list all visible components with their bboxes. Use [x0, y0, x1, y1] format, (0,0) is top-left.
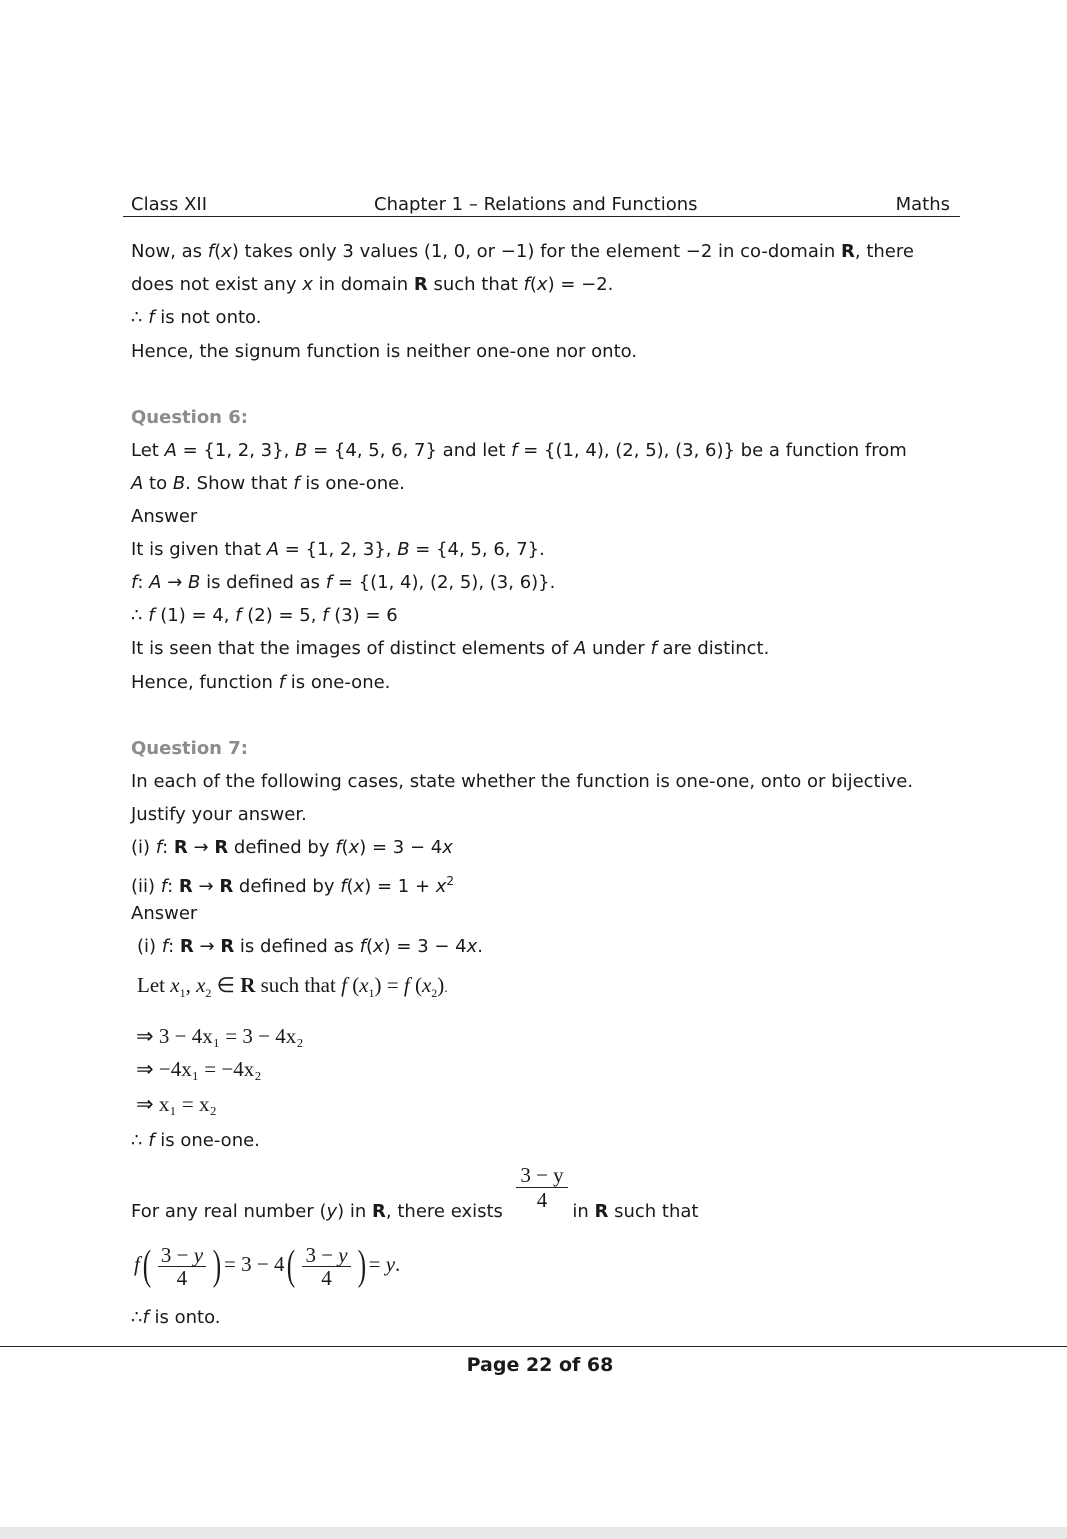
header-class: Class XII	[131, 194, 208, 215]
footer-divider	[0, 1346, 1067, 1347]
page-number: Page 22 of 68	[466, 1354, 614, 1376]
q7-part-i: (i) f: R → R defined by f(x) = 3 − 4x	[131, 837, 453, 858]
question-6-title: Question 6:	[131, 407, 248, 428]
intro-line-1: Now, as f(x) takes only 3 values (1, 0, or −1) for the element −2 in co-domain R, there	[131, 241, 914, 262]
math-let-statement: Let $x_1$, $x_2$ ∈ R such that f $(x_1) = f$ $(x_2)$.	[137, 973, 448, 1000]
q7-solution-i: (i) f: R → R is defined as f(x) = 3 − 4x.	[137, 936, 484, 957]
math-fraction-preimage: 3 − y 4	[516, 1163, 568, 1212]
question-7-title: Question 7:	[131, 738, 248, 759]
page-header	[123, 194, 960, 217]
q7-answer-label: Answer	[131, 903, 198, 924]
q6-answer-line-1: It is given that A = {1, 2, 3}, B = {4, 5, 6, 7}.	[131, 539, 545, 560]
q7-oneone-conclusion: ∴ f is one-one.	[131, 1130, 260, 1151]
q6-answer-line-4: It is seen that the images of distinct elements of A under f are distinct.	[131, 638, 770, 659]
header-subject: Maths	[895, 194, 950, 215]
q6-line-2: A to B. Show that f is one-one.	[131, 473, 405, 494]
page-bottom-band	[0, 1527, 1067, 1539]
intro-line-3: ∴ f is not onto.	[131, 307, 262, 328]
q7-part-ii: (ii) f: R → R defined by $f(x) = 1 + x^2$	[131, 874, 455, 897]
q6-line-1: Let A = {1, 2, 3}, B = {4, 5, 6, 7} and let f = {(1, 4), (2, 5), (3, 6)} be a function from	[131, 440, 907, 461]
q6-answer-line-5: Hence, function f is one-one.	[131, 672, 391, 693]
q6-answer-line-3: ∴ f (1) = 4, f (2) = 5, f (3) = 6	[131, 605, 398, 626]
math-equation-1: ⇒ 3 − 4x₁ = 3 − 4x₂	[136, 1024, 304, 1048]
intro-line-4: Hence, the signum function is neither one-one nor onto.	[131, 341, 638, 362]
q7-onto-line: For any real number (y) in R, there exists in R such that	[131, 1201, 699, 1222]
intro-line-2: does not exist any x in domain R such that f(x) = −2.	[131, 274, 614, 295]
q7-line-1: In each of the following cases, state whether the function is one-one, onto or bijective.	[131, 771, 914, 792]
q6-answer-label: Answer	[131, 506, 198, 527]
math-equation-2: ⇒ −4x₁ = −4x₂	[136, 1057, 262, 1081]
q7-line-2: Justify your answer.	[131, 804, 307, 825]
math-equation-3: ⇒ x₁ = x₂	[136, 1092, 217, 1116]
math-onto-verification: f( $\frac{3 - y}{4}$ ) = 3 − 4( $\frac{3 - y}{4}$ ) = y.	[134, 1242, 401, 1290]
header-chapter: Chapter 1 – Relations and Functions	[374, 194, 698, 215]
q7-onto-conclusion: ∴f is onto.	[131, 1307, 221, 1328]
q6-answer-line-2: f: A → B is defined as f = {(1, 4), (2, 5), (3, 6)}.	[131, 572, 556, 593]
